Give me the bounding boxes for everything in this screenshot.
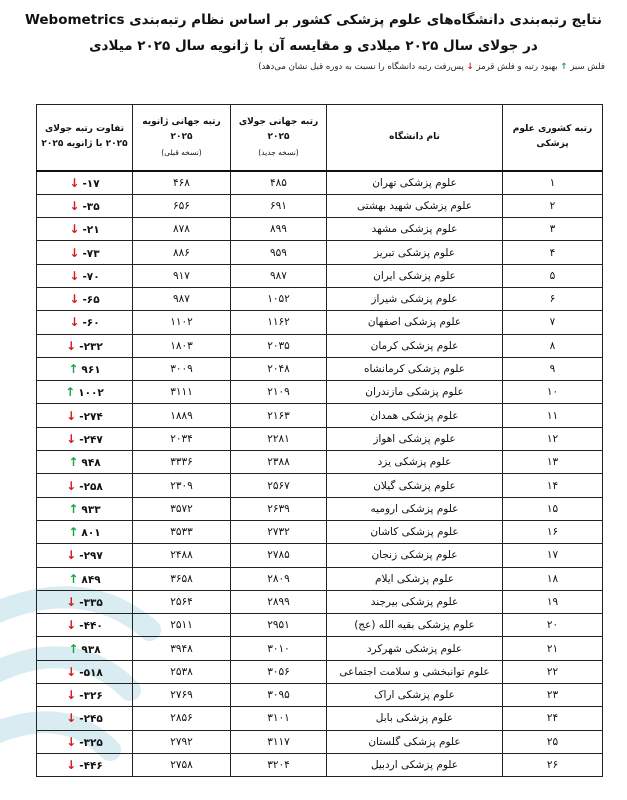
cell-rank-diff: [37, 520, 133, 543]
cell-july-rank: ۲۳۸۸: [231, 451, 327, 474]
rank-diff-value: -۴۴۰: [79, 620, 103, 633]
cell-rank-diff: [37, 451, 133, 474]
table-row: [37, 497, 603, 520]
table-row: [37, 427, 603, 450]
header-name: نام دانشگاه: [327, 105, 503, 171]
cell-rank-diff: [37, 753, 133, 776]
cell-rank-diff: [37, 404, 133, 427]
cell-university-name: علوم پزشکی اهواز: [327, 427, 503, 450]
cell-rank: ۱۱: [503, 404, 603, 427]
table-row: [37, 404, 603, 427]
cell-rank-diff: [37, 194, 133, 217]
cell-july-rank: ۳۰۱۰: [231, 637, 327, 660]
table-row: [37, 218, 603, 241]
rank-diff-value: -۴۴۶: [79, 760, 103, 773]
cell-rank: ۲۵: [503, 730, 603, 753]
cell-rank: ۱۷: [503, 544, 603, 567]
up-arrow-icon: ↑: [560, 62, 568, 72]
cell-july-rank: ۲۷۳۲: [231, 520, 327, 543]
table-row: [37, 334, 603, 357]
table-row: [37, 357, 603, 380]
cell-rank-diff: [37, 614, 133, 637]
header-jan-label: رتبه جهانی ژانویه ۲۰۲۵: [142, 116, 221, 142]
cell-university-name: علوم پزشکی کرمان: [327, 334, 503, 357]
cell-rank: ۱۰: [503, 381, 603, 404]
cell-university-name: علوم پزشکی همدان: [327, 404, 503, 427]
rank-diff-value: ۱۰۰۲: [78, 387, 104, 400]
rank-diff-value: -۲۴۷: [79, 433, 103, 446]
cell-rank-diff: [37, 311, 133, 334]
cell-university-name: علوم پزشکی مازندران: [327, 381, 503, 404]
header-july-label: رتبه جهانی جولای ۲۰۲۵: [238, 116, 319, 142]
header-july-sub: (نسخه جدید): [258, 147, 299, 157]
ranking-table: [36, 104, 603, 777]
legend-green-label: فلش سبز: [570, 62, 605, 72]
cell-rank-diff: [37, 497, 133, 520]
cell-jan-rank: ۱۱۰۲: [133, 311, 231, 334]
rank-diff-value: -۶۵: [82, 294, 100, 307]
cell-university-name: علوم پزشکی اصفهان: [327, 311, 503, 334]
cell-university-name: علوم پزشکی کاشان: [327, 520, 503, 543]
cell-university-name: علوم توانبخشی و سلامت اجتماعی: [327, 660, 503, 683]
table-row: [37, 544, 603, 567]
down-arrow-icon: ↓: [66, 408, 77, 423]
cell-rank-diff: [37, 660, 133, 683]
cell-jan-rank: ۲۷۹۲: [133, 730, 231, 753]
table-row: [37, 381, 603, 404]
table-row: [37, 637, 603, 660]
cell-july-rank: ۲۶۳۹: [231, 497, 327, 520]
rank-diff-value: -۳۳۵: [79, 596, 103, 609]
rank-diff-value: ۸۰۱: [81, 527, 101, 540]
cell-jan-rank: ۳۱۱۱: [133, 381, 231, 404]
cell-july-rank: ۲۹۵۱: [231, 614, 327, 637]
table-row: [37, 287, 603, 310]
cell-rank: ۲۲: [503, 660, 603, 683]
cell-july-rank: ۹۸۷: [231, 264, 327, 287]
table-row: [37, 707, 603, 730]
cell-rank: ۸: [503, 334, 603, 357]
table-row: [37, 614, 603, 637]
down-arrow-icon: ↓: [66, 758, 77, 773]
document-title: [0, 8, 627, 58]
up-arrow-icon: ↑: [68, 362, 79, 377]
cell-jan-rank: ۲۸۵۶: [133, 707, 231, 730]
rank-diff-value: -۲۹۷: [79, 550, 103, 563]
cell-jan-rank: ۲۷۶۹: [133, 684, 231, 707]
cell-university-name: علوم پزشکی تبریز: [327, 241, 503, 264]
cell-university-name: علوم پزشکی شهرکرد: [327, 637, 503, 660]
header-rank: رتبه کشوری علوم پزشکی: [503, 105, 603, 171]
cell-rank: ۶: [503, 287, 603, 310]
down-arrow-icon: ↓: [69, 222, 80, 237]
cell-university-name: علوم پزشکی ایلام: [327, 567, 503, 590]
cell-rank: ۱۹: [503, 590, 603, 613]
cell-july-rank: ۲۷۸۵: [231, 544, 327, 567]
table-row: [37, 311, 603, 334]
rank-diff-value: -۲۳۲: [79, 340, 103, 353]
cell-rank: ۱۳: [503, 451, 603, 474]
cell-jan-rank: ۲۵۱۱: [133, 614, 231, 637]
cell-july-rank: ۳۱۱۷: [231, 730, 327, 753]
rank-diff-value: ۹۶۱: [81, 364, 101, 377]
title-line-1: نتایج رتبه‌بندی دانشگاه‌های علوم پزشکی کشور بر اساس نظام رتبه‌بندی Webometrics: [24, 12, 602, 28]
legend-green-text: بهبود رتبه و فلش قرمز: [476, 62, 558, 72]
cell-jan-rank: ۲۷۵۸: [133, 753, 231, 776]
cell-rank-diff: [37, 567, 133, 590]
table-row: [37, 474, 603, 497]
table-row: [37, 753, 603, 776]
up-arrow-icon: ↑: [68, 525, 79, 540]
cell-july-rank: ۲۰۴۸: [231, 357, 327, 380]
cell-rank: ۱۴: [503, 474, 603, 497]
cell-july-rank: ۲۰۳۵: [231, 334, 327, 357]
rank-diff-value: -۱۷: [82, 177, 100, 190]
cell-july-rank: ۲۸۹۹: [231, 590, 327, 613]
cell-university-name: علوم پزشکی زنجان: [327, 544, 503, 567]
cell-rank-diff: [37, 684, 133, 707]
header-july: [231, 105, 327, 171]
table-row: [37, 451, 603, 474]
rank-diff-value: -۲۵۸: [79, 480, 103, 493]
cell-jan-rank: ۳۵۳۳: [133, 520, 231, 543]
table-row: [37, 684, 603, 707]
legend-red-text: پس‌رفت رتبه دانشگاه را نسبت به دوره قبل نشان می‌دهد): [258, 62, 464, 72]
cell-university-name: علوم پزشکی یزد: [327, 451, 503, 474]
cell-jan-rank: ۶۵۶: [133, 194, 231, 217]
cell-university-name: علوم پزشکی مشهد: [327, 218, 503, 241]
cell-rank-diff: [37, 241, 133, 264]
rank-diff-value: -۲۱: [82, 224, 100, 237]
rank-diff-value: -۲۷۴: [79, 410, 103, 423]
cell-july-rank: ۲۱۶۳: [231, 404, 327, 427]
table-row: [37, 590, 603, 613]
cell-rank-diff: [37, 171, 133, 195]
cell-university-name: علوم پزشکی شهید بهشتی: [327, 194, 503, 217]
cell-rank: ۲۴: [503, 707, 603, 730]
cell-july-rank: ۳۰۹۵: [231, 684, 327, 707]
cell-rank: ۵: [503, 264, 603, 287]
rank-diff-value: -۳۲۵: [79, 736, 103, 749]
cell-jan-rank: ۳۶۵۸: [133, 567, 231, 590]
table-row: [37, 171, 603, 195]
cell-rank-diff: [37, 730, 133, 753]
title-line-2: در جولای سال ۲۰۲۵ میلادی و مقایسه آن با ژانویه سال ۲۰۲۵ میلادی: [89, 38, 538, 54]
cell-july-rank: ۳۱۰۱: [231, 707, 327, 730]
cell-university-name: علوم پزشکی ارومیه: [327, 497, 503, 520]
cell-jan-rank: ۴۶۸: [133, 171, 231, 195]
cell-university-name: علوم پزشکی شیراز: [327, 287, 503, 310]
cell-rank: ۷: [503, 311, 603, 334]
down-arrow-icon: ↓: [66, 548, 77, 563]
rank-diff-value: ۹۳۳: [81, 503, 101, 516]
cell-rank: ۲: [503, 194, 603, 217]
down-arrow-icon: ↓: [66, 594, 77, 609]
cell-university-name: علوم پزشکی تهران: [327, 171, 503, 195]
cell-jan-rank: ۱۸۰۳: [133, 334, 231, 357]
cell-july-rank: ۳۰۵۶: [231, 660, 327, 683]
up-arrow-icon: ↑: [68, 455, 79, 470]
cell-rank: ۱: [503, 171, 603, 195]
cell-university-name: علوم پزشکی بیرجند: [327, 590, 503, 613]
down-arrow-icon: ↓: [66, 478, 77, 493]
table-row: [37, 567, 603, 590]
cell-jan-rank: ۲۵۳۸: [133, 660, 231, 683]
cell-july-rank: ۸۹۹: [231, 218, 327, 241]
cell-july-rank: ۲۸۰۹: [231, 567, 327, 590]
cell-rank-diff: [37, 218, 133, 241]
down-arrow-icon: ↓: [69, 292, 80, 307]
cell-rank: ۱۵: [503, 497, 603, 520]
cell-rank: ۴: [503, 241, 603, 264]
up-arrow-icon: ↑: [68, 641, 79, 656]
down-arrow-icon: ↓: [66, 618, 77, 633]
up-arrow-icon: ↑: [65, 385, 76, 400]
down-arrow-icon: ↓: [66, 711, 77, 726]
table-row: [37, 730, 603, 753]
header-jan-sub: (نسخه قبلی): [161, 147, 202, 157]
cell-jan-rank: ۳۳۳۶: [133, 451, 231, 474]
cell-jan-rank: ۱۸۸۹: [133, 404, 231, 427]
header-diff: تفاوت رتبه جولای ۲۰۲۵ با ژانویه ۲۰۲۵: [37, 105, 133, 171]
cell-jan-rank: ۳۹۴۸: [133, 637, 231, 660]
cell-jan-rank: ۳۰۰۹: [133, 357, 231, 380]
down-arrow-icon: ↓: [69, 245, 80, 260]
cell-jan-rank: ۳۵۷۲: [133, 497, 231, 520]
cell-rank-diff: [37, 707, 133, 730]
down-arrow-icon: ↓: [69, 198, 80, 213]
cell-july-rank: ۹۵۹: [231, 241, 327, 264]
cell-university-name: علوم پزشکی گیلان: [327, 474, 503, 497]
table-row: [37, 194, 603, 217]
cell-july-rank: ۱۰۵۲: [231, 287, 327, 310]
cell-rank-diff: [37, 474, 133, 497]
rank-diff-value: -۶۰: [82, 317, 100, 330]
down-arrow-icon: ↓: [66, 664, 77, 679]
cell-university-name: علوم پزشکی گلستان: [327, 730, 503, 753]
down-arrow-icon: ↓: [69, 175, 80, 190]
cell-july-rank: ۲۲۸۱: [231, 427, 327, 450]
rank-diff-value: ۹۳۸: [81, 643, 101, 656]
rank-diff-value: -۷۰: [82, 270, 100, 283]
cell-rank: ۲۱: [503, 637, 603, 660]
cell-jan-rank: ۹۱۷: [133, 264, 231, 287]
cell-university-name: علوم پزشکی اراک: [327, 684, 503, 707]
down-arrow-icon: ↓: [69, 315, 80, 330]
cell-rank: ۲۰: [503, 614, 603, 637]
cell-rank: ۲۳: [503, 684, 603, 707]
cell-jan-rank: ۲۴۸۸: [133, 544, 231, 567]
cell-rank: ۲۶: [503, 753, 603, 776]
down-arrow-icon: ↓: [66, 688, 77, 703]
cell-jan-rank: ۸۸۶: [133, 241, 231, 264]
cell-rank: ۱۸: [503, 567, 603, 590]
cell-rank-diff: [37, 590, 133, 613]
down-arrow-icon: ↓: [69, 268, 80, 283]
down-arrow-icon: ↓: [66, 431, 77, 446]
table-row: [37, 520, 603, 543]
cell-jan-rank: ۲۵۶۴: [133, 590, 231, 613]
cell-university-name: علوم پزشکی بابل: [327, 707, 503, 730]
header-jan: [133, 105, 231, 171]
cell-jan-rank: ۲۳۰۹: [133, 474, 231, 497]
rank-diff-value: -۵۱۸: [79, 666, 103, 679]
cell-rank-diff: [37, 427, 133, 450]
cell-university-name: علوم پزشکی ایران: [327, 264, 503, 287]
rank-diff-value: -۷۳: [82, 247, 100, 260]
cell-july-rank: ۱۱۶۲: [231, 311, 327, 334]
cell-rank-diff: [37, 544, 133, 567]
rank-diff-value: -۳۵: [82, 200, 100, 213]
cell-rank: ۳: [503, 218, 603, 241]
cell-rank-diff: [37, 357, 133, 380]
rank-diff-value: -۲۴۵: [79, 713, 103, 726]
cell-rank-diff: [37, 637, 133, 660]
table-row: [37, 264, 603, 287]
cell-july-rank: ۲۵۶۷: [231, 474, 327, 497]
cell-rank: ۱۶: [503, 520, 603, 543]
down-arrow-icon: ↓: [66, 338, 77, 353]
down-arrow-icon: ↓: [466, 62, 474, 72]
cell-july-rank: ۶۹۱: [231, 194, 327, 217]
cell-university-name: علوم پزشکی اردبیل: [327, 753, 503, 776]
cell-july-rank: ۲۱۰۹: [231, 381, 327, 404]
table-row: [37, 660, 603, 683]
cell-rank-diff: [37, 264, 133, 287]
cell-jan-rank: ۸۷۸: [133, 218, 231, 241]
cell-rank-diff: [37, 334, 133, 357]
cell-university-name: علوم پزشکی بقیه الله (عج): [327, 614, 503, 637]
cell-rank-diff: [37, 287, 133, 310]
cell-rank: ۱۲: [503, 427, 603, 450]
table-header-row: [37, 105, 603, 171]
cell-july-rank: ۴۸۵: [231, 171, 327, 195]
rank-diff-value: ۸۴۹: [81, 573, 101, 586]
up-arrow-icon: ↑: [68, 571, 79, 586]
table-row: [37, 241, 603, 264]
up-arrow-icon: ↑: [68, 501, 79, 516]
rank-diff-value: ۹۴۸: [81, 457, 101, 470]
cell-jan-rank: ۹۸۷: [133, 287, 231, 310]
cell-rank-diff: [37, 381, 133, 404]
rank-diff-value: -۳۲۶: [79, 690, 103, 703]
cell-jan-rank: ۲۰۳۴: [133, 427, 231, 450]
legend-note: [0, 62, 605, 72]
down-arrow-icon: ↓: [66, 734, 77, 749]
cell-university-name: علوم پزشکی کرمانشاه: [327, 357, 503, 380]
cell-rank: ۹: [503, 357, 603, 380]
cell-july-rank: ۳۲۰۴: [231, 753, 327, 776]
